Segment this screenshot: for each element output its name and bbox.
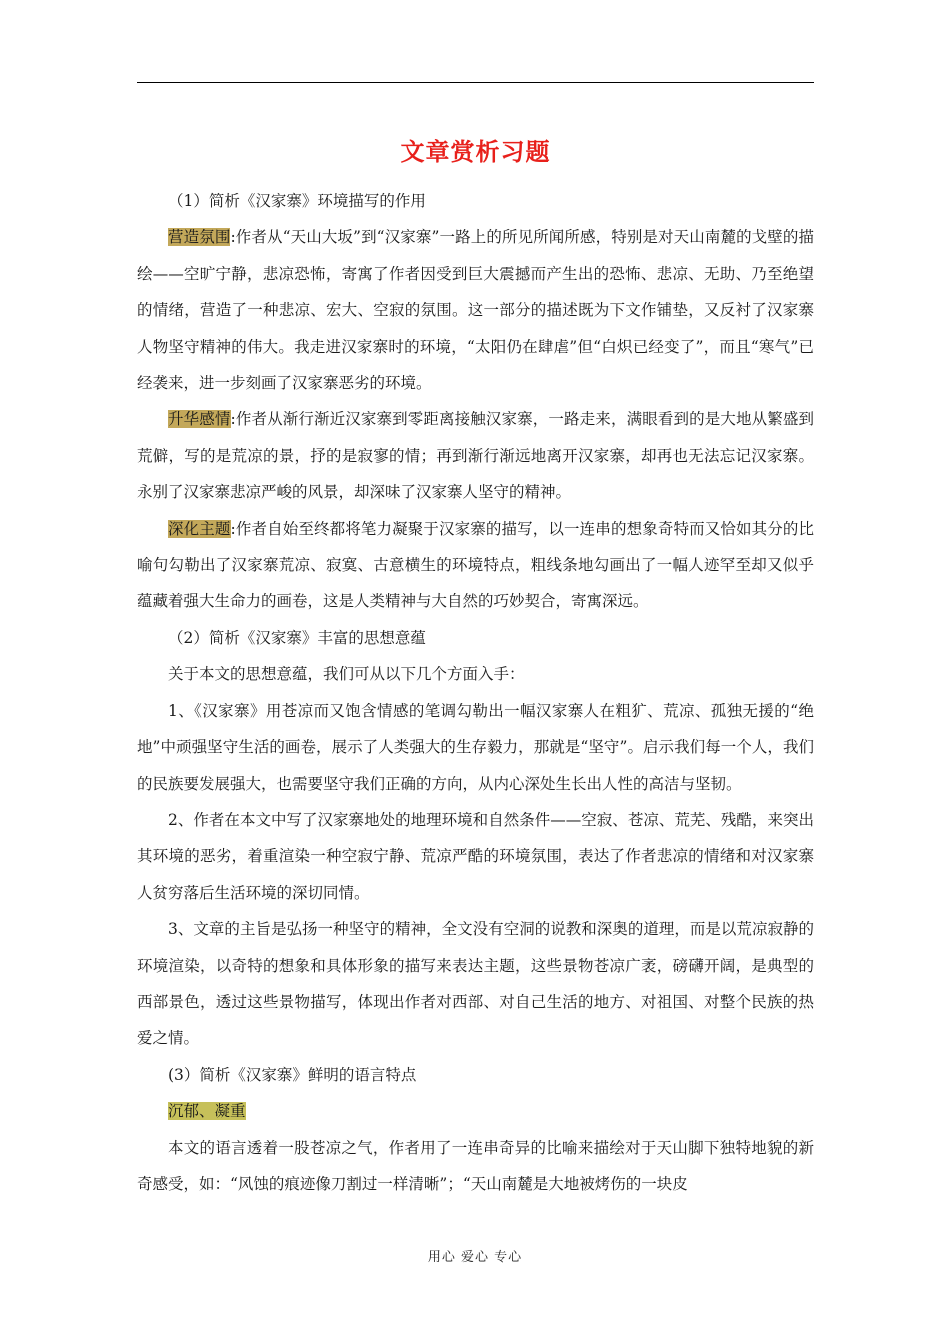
header-rule (137, 82, 814, 83)
page-title: 文章赏析习题 (400, 138, 551, 166)
section1-paragraph-2: 升华感情:作者从渐行渐近汉家寨到零距离接触汉家寨，一路走来，满眼看到的是大地从繁盛到荒僻，写的是荒凉的景，抒的是寂寥的情；再到渐行渐远地离开汉家寨，却再也无法忘记汉家寨。永别了汉家寨悲凉严峻的风景，却深味了汉家寨人坚守的精神。 (137, 410, 814, 502)
document-body (137, 183, 814, 1202)
section2-heading: （2）简析《汉家寨》丰富的思想意蕴 (168, 628, 426, 647)
page-footer: 用心 爱心 专心 (427, 1250, 523, 1265)
section2-item-1: 1、《汉家寨》用苍凉而又饱含情感的笔调勾勒出一幅汉家寨人在粗犷、荒凉、孤独无援的“绝地”中顽强坚守生活的画卷，展示了人类强大的生存毅力，那就是“坚守”。启示我们每一个人，我们的民族要发展强大，也需要坚守我们正确的方向，从内心深处生长出人性的高洁与坚韧。 (137, 701, 814, 793)
section2-item-3: 3、文章的主旨是弘扬一种坚守的精神，全文没有空洞的说教和深奥的道理，而是以荒凉寂静的环境渲染，以奇特的想象和具体形象的描写来表达主题，这些景物苍凉广袤，磅礴开阔，是典型的西部景色，透过这些景物描写，体现出作者对西部、对自己生活的地方、对祖国、对整个民族的热爱之情。 (137, 920, 814, 1048)
section3-paragraph: 本文的语言透着一股苍凉之气，作者用了一连串奇异的比喻来描绘对于天山脚下独特地貌的新奇感受，如：“风蚀的痕迹像刀割过一样清晰”；“天山南麓是大地被烤伤的一块皮 (137, 1138, 814, 1193)
highlight-label: 沉郁、凝重 (168, 1102, 246, 1121)
section1-heading: （1）简析《汉家寨》环境描写的作用 (168, 192, 426, 210)
section2-item-2: 2、作者在本文中写了汉家寨地处的地理环境和自然条件——空寂、苍凉、荒芜、残酷，来突出其环境的恶劣，着重渲染一种空寂宁静、荒凉严酷的环境氛围，表达了作者悲凉的情绪和对汉家寨人贫穷落后生活环境的深切同情。 (137, 810, 814, 902)
highlight-label: 深化主题 (168, 519, 231, 538)
section3-label-line (137, 1093, 814, 1129)
highlight-label: 升华感情 (168, 410, 231, 429)
section3-heading: (3）简析《汉家寨》鲜明的语言特点 (168, 1065, 417, 1084)
section1-paragraph-3: 深化主题:作者自始至终都将笔力凝聚于汉家寨的描写，以一连串的想象奇特而又恰如其分的比喻句勾勒出了汉家寨荒凉、寂寞、古意横生的环境特点，粗线条地勾画出了一幅人迹罕至却又似乎蕴藏着强大生命力的画卷，这是人类精神与大自然的巧妙契合，寄寓深远。 (137, 519, 814, 611)
highlight-label: 营造氛围 (168, 228, 231, 247)
section1-paragraph-1: 营造氛围:作者从“天山大坂”到“汉家寨”一路上的所见所闻所感，特别是对天山南麓的戈壁的描绘——空旷宁静，悲凉恐怖，寄寓了作者因受到巨大震撼而产生出的恐怖、悲凉、无助、乃至绝望的情绪，营造了一种悲凉、宏大、空寂的氛围。这一部分的描述既为下文作铺垫，又反衬了汉家寨人物坚守精神的伟大。我走进汉家寨时的环境，“太阳仍在肆虐”但“白炽已经变了”，而且“寒气”已经袭来，进一步刻画了汉家寨恶劣的环境。 (137, 228, 814, 393)
section2-intro: 关于本文的思想意蕴，我们可从以下几个方面入手： (168, 665, 525, 684)
